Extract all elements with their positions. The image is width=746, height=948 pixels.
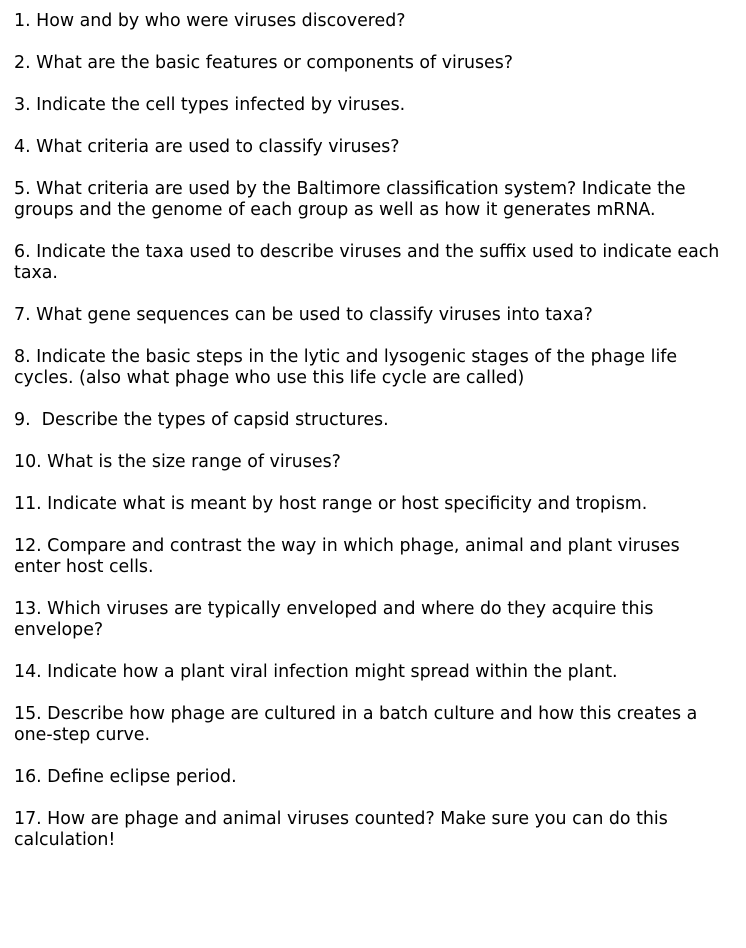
question-2: 2. What are the basic features or components of viruses? <box>14 53 514 73</box>
question-7: 7. What gene sequences can be used to classify viruses into taxa? <box>14 305 593 325</box>
question-9: 9. Describe the types of capsid structures. <box>14 410 389 430</box>
question-5: 5. What criteria are used by the Baltimore classification system? Indicate the groups and the genome of each group as well as how it generates mRNA. <box>14 179 692 220</box>
question-15: 15. Describe how phage are cultured in a batch culture and how this creates a one-step curve. <box>14 704 703 745</box>
question-8: 8. Indicate the basic steps in the lytic and lysogenic stages of the phage life cycles. (also what phage who use this life cycle are called) <box>14 347 683 388</box>
question-1: 1. How and by who were viruses discovered? <box>14 11 406 31</box>
question-3: 3. Indicate the cell types infected by viruses. <box>14 95 406 115</box>
question-14: 14. Indicate how a plant viral infection might spread within the plant. <box>14 662 618 682</box>
question-10: 10. What is the size range of viruses? <box>14 452 341 472</box>
question-16: 16. Define eclipse period. <box>14 767 237 787</box>
question-13: 13. Which viruses are typically enveloped and where do they acquire this envelope? <box>14 599 659 640</box>
question-12: 12. Compare and contrast the way in which phage, animal and plant viruses enter host cells. <box>14 536 686 577</box>
question-17: 17. How are phage and animal viruses counted? Make sure you can do this calculation! <box>14 809 674 850</box>
question-4: 4. What criteria are used to classify viruses? <box>14 137 400 157</box>
question-6: 6. Indicate the taxa used to describe viruses and the suffix used to indicate each taxa. <box>14 242 725 283</box>
question-list <box>14 11 724 872</box>
question-11: 11. Indicate what is meant by host range or host specificity and tropism. <box>14 494 648 514</box>
